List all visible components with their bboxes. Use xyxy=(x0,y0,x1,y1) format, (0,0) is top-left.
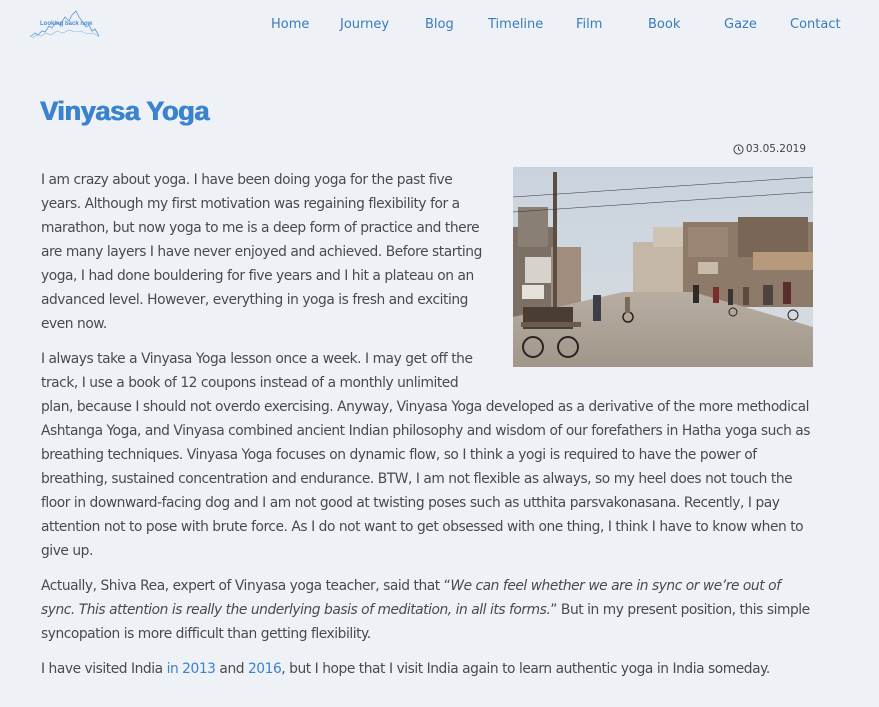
quote-lead: Actually, Shiva Rea, expert of Vinyasa yoga teacher, said that “ xyxy=(41,578,451,594)
nav-gaze[interactable]: Gaze xyxy=(724,17,757,32)
nav-film[interactable]: Film xyxy=(576,17,603,32)
nav-blog[interactable]: Blog xyxy=(425,17,454,32)
nav-timeline[interactable]: Timeline xyxy=(488,17,544,32)
paragraph-intro: I am crazy about yoga. I have been doing yoga for the past five years. Although my first motivation was regaining flexibility for a marathon, but now yoga to me is a deep form of practice and there are many layers I have never enjoyed and achieved. Before starting yoga, I had done bouldering for five years and I hit a plateau on an advanced level. However, everything in yoga is fresh and exciting even now. xyxy=(41,172,482,332)
quote-tail: ” But in my present position, this simple syncopation is more difficult than getting flexibility. xyxy=(41,602,810,642)
link-india-2016[interactable]: 2016 xyxy=(247,661,282,677)
nav-home[interactable]: Home xyxy=(271,17,310,32)
nav-journey[interactable]: Journey xyxy=(340,17,390,32)
image-float-spacer xyxy=(488,168,813,376)
link-india-2013[interactable]: in 2013 xyxy=(166,661,216,677)
nav-book[interactable]: Book xyxy=(648,17,681,32)
post-date xyxy=(733,143,806,155)
india-lead: I have visited India xyxy=(41,661,167,677)
paragraph-quote xyxy=(41,574,813,646)
clock-icon xyxy=(733,144,744,155)
shiva-rea-quote: We can feel whether we are in sync or we’re out of sync. This attention is really the underlying basis of meditation, in all its forms. xyxy=(41,578,781,618)
page-title: Vinyasa Yoga xyxy=(40,96,209,126)
date-text: 03.05.2019 xyxy=(745,143,806,155)
india-tail: , but I hope that I visit India again to learn authentic yoga in India someday. xyxy=(281,661,770,677)
site-logo[interactable] xyxy=(29,9,101,41)
paragraph-vinyasa: I always take a Vinyasa Yoga lesson once a week. I may get off the track, I use a book of 12 coupons instead of a monthly unlimited plan, because I should not overdo exercising. Anyway, Vinyasa Yoga developed as a derivative of the more methodical Ashtanga Yoga, and Vinyasa combined ancient Indian philosophy and wisdom of our forefathers in Hatha yoga such as breathing techniques. Vinyasa Yoga focuses on dynamic flow, so I think a yogi is required to have the power of breathing, sustained concentration and endurance. BTW, I am not flexible as always, so my heel does not touch the floor in downward-facing dog and I am not good at twisting poses such as utthita parsvakonasana. Recently, I pay attention not to pose with brute force. As I do not want to get obsessed with one thing, I think I have to know when to give up. xyxy=(41,351,811,559)
nav-contact[interactable]: Contact xyxy=(790,17,841,32)
india-and: and xyxy=(215,661,248,677)
article-body xyxy=(41,168,813,692)
paragraph-india xyxy=(41,657,813,681)
logo-text: Looking back now xyxy=(40,21,93,27)
site-header xyxy=(0,0,879,50)
